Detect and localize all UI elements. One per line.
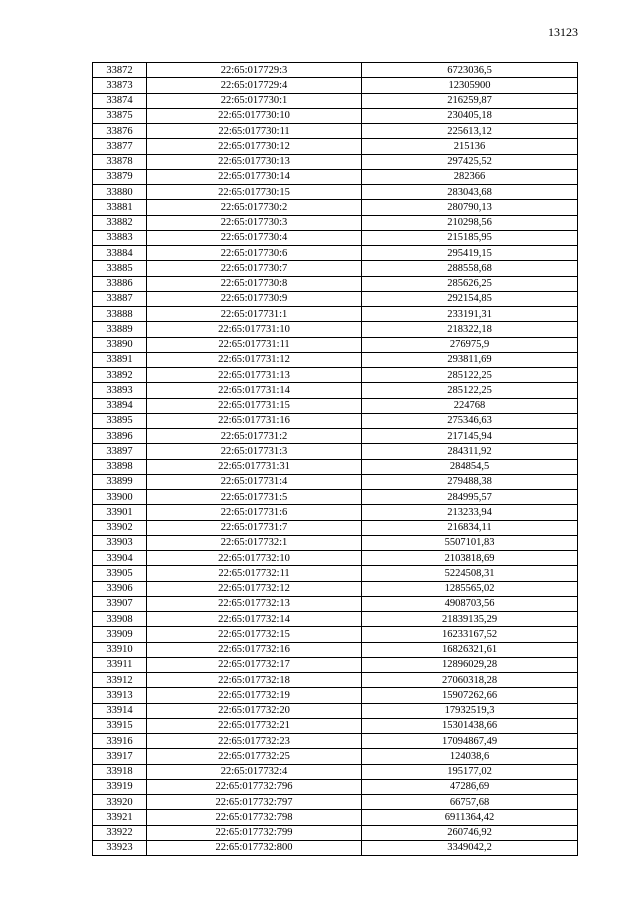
row-number-cell: 33900 xyxy=(93,490,147,505)
cadastral-value-cell: 17932519,3 xyxy=(362,703,578,718)
cadastral-number-cell: 22:65:017731:13 xyxy=(147,368,362,383)
row-number-cell: 33883 xyxy=(93,230,147,245)
table-row xyxy=(93,520,578,535)
table-row xyxy=(93,596,578,611)
row-number-cell: 33884 xyxy=(93,246,147,261)
cadastral-value-cell: 285122,25 xyxy=(362,368,578,383)
table-row xyxy=(93,78,578,93)
cadastral-value-cell: 217145,94 xyxy=(362,429,578,444)
table-row xyxy=(93,718,578,733)
cadastral-value-cell: 295419,15 xyxy=(362,246,578,261)
table-row xyxy=(93,459,578,474)
cadastral-number-cell: 22:65:017732:13 xyxy=(147,596,362,611)
cadastral-value-cell: 297425,52 xyxy=(362,154,578,169)
row-number-cell: 33901 xyxy=(93,505,147,520)
cadastral-number-cell: 22:65:017731:16 xyxy=(147,413,362,428)
cadastral-number-cell: 22:65:017732:20 xyxy=(147,703,362,718)
cadastral-number-cell: 22:65:017730:2 xyxy=(147,200,362,215)
table-row xyxy=(93,307,578,322)
row-number-cell: 33882 xyxy=(93,215,147,230)
table-row xyxy=(93,810,578,825)
cadastral-value-cell: 16233167,52 xyxy=(362,627,578,642)
cadastral-number-cell: 22:65:017729:3 xyxy=(147,63,362,78)
row-number-cell: 33879 xyxy=(93,169,147,184)
row-number-cell: 33905 xyxy=(93,566,147,581)
cadastral-number-cell: 22:65:017731:7 xyxy=(147,520,362,535)
table-row xyxy=(93,703,578,718)
row-number-cell: 33902 xyxy=(93,520,147,535)
cadastral-number-cell: 22:65:017732:11 xyxy=(147,566,362,581)
cadastral-value-cell: 284854,5 xyxy=(362,459,578,474)
cadastral-number-cell: 22:65:017731:15 xyxy=(147,398,362,413)
page-number: 13123 xyxy=(548,25,578,39)
row-number-cell: 33873 xyxy=(93,78,147,93)
row-number-cell: 33909 xyxy=(93,627,147,642)
cadastral-value-cell: 215185,95 xyxy=(362,230,578,245)
cadastral-value-cell: 17094867,49 xyxy=(362,734,578,749)
cadastral-number-cell: 22:65:017732:19 xyxy=(147,688,362,703)
table-row xyxy=(93,139,578,154)
table-row xyxy=(93,398,578,413)
cadastral-number-cell: 22:65:017730:13 xyxy=(147,154,362,169)
row-number-cell: 33893 xyxy=(93,383,147,398)
cadastral-number-cell: 22:65:017732:797 xyxy=(147,795,362,810)
table-row xyxy=(93,291,578,306)
cadastral-value-cell: 225613,12 xyxy=(362,124,578,139)
row-number-cell: 33912 xyxy=(93,673,147,688)
row-number-cell: 33890 xyxy=(93,337,147,352)
cadastral-number-cell: 22:65:017732:10 xyxy=(147,551,362,566)
cadastral-value-cell: 12305900 xyxy=(362,78,578,93)
table-row xyxy=(93,246,578,261)
cadastral-number-cell: 22:65:017730:10 xyxy=(147,108,362,123)
row-number-cell: 33904 xyxy=(93,551,147,566)
cadastral-value-cell: 233191,31 xyxy=(362,307,578,322)
cadastral-number-cell: 22:65:017730:7 xyxy=(147,261,362,276)
cadastral-value-table xyxy=(92,62,578,856)
cadastral-value-cell: 260746,92 xyxy=(362,825,578,840)
cadastral-number-cell: 22:65:017730:4 xyxy=(147,230,362,245)
table-row xyxy=(93,215,578,230)
cadastral-number-cell: 22:65:017730:15 xyxy=(147,185,362,200)
table-row xyxy=(93,627,578,642)
cadastral-value-cell: 216834,11 xyxy=(362,520,578,535)
cadastral-value-cell: 215136 xyxy=(362,139,578,154)
row-number-cell: 33888 xyxy=(93,307,147,322)
cadastral-value-cell: 2103818,69 xyxy=(362,551,578,566)
cadastral-value-cell: 15301438,66 xyxy=(362,718,578,733)
cadastral-value-cell: 15907262,66 xyxy=(362,688,578,703)
table-row xyxy=(93,383,578,398)
cadastral-number-cell: 22:65:017732:796 xyxy=(147,779,362,794)
cadastral-value-cell: 293811,69 xyxy=(362,352,578,367)
cadastral-value-cell: 21839135,29 xyxy=(362,612,578,627)
table-row xyxy=(93,657,578,672)
cadastral-number-cell: 22:65:017730:9 xyxy=(147,291,362,306)
cadastral-value-cell: 27060318,28 xyxy=(362,673,578,688)
table-row xyxy=(93,261,578,276)
table-row xyxy=(93,688,578,703)
cadastral-value-cell: 285626,25 xyxy=(362,276,578,291)
table-row xyxy=(93,169,578,184)
row-number-cell: 33920 xyxy=(93,795,147,810)
cadastral-number-cell: 22:65:017731:5 xyxy=(147,490,362,505)
row-number-cell: 33899 xyxy=(93,474,147,489)
cadastral-value-cell: 47286,69 xyxy=(362,779,578,794)
row-number-cell: 33922 xyxy=(93,825,147,840)
table-row xyxy=(93,673,578,688)
table-row xyxy=(93,322,578,337)
cadastral-number-cell: 22:65:017732:4 xyxy=(147,764,362,779)
cadastral-value-cell: 5507101,83 xyxy=(362,535,578,550)
row-number-cell: 33916 xyxy=(93,734,147,749)
row-number-cell: 33892 xyxy=(93,368,147,383)
cadastral-number-cell: 22:65:017730:12 xyxy=(147,139,362,154)
row-number-cell: 33908 xyxy=(93,612,147,627)
row-number-cell: 33921 xyxy=(93,810,147,825)
table-row xyxy=(93,337,578,352)
cadastral-number-cell: 22:65:017731:1 xyxy=(147,307,362,322)
cadastral-number-cell: 22:65:017731:12 xyxy=(147,352,362,367)
table-row xyxy=(93,63,578,78)
table-row xyxy=(93,612,578,627)
row-number-cell: 33897 xyxy=(93,444,147,459)
cadastral-value-cell: 282366 xyxy=(362,169,578,184)
table-row xyxy=(93,795,578,810)
table-row xyxy=(93,413,578,428)
cadastral-number-cell: 22:65:017732:799 xyxy=(147,825,362,840)
row-number-cell: 33891 xyxy=(93,352,147,367)
cadastral-value-cell: 284995,57 xyxy=(362,490,578,505)
row-number-cell: 33910 xyxy=(93,642,147,657)
row-number-cell: 33898 xyxy=(93,459,147,474)
cadastral-value-cell: 280790,13 xyxy=(362,200,578,215)
cadastral-value-cell: 4908703,56 xyxy=(362,596,578,611)
cadastral-number-cell: 22:65:017732:21 xyxy=(147,718,362,733)
cadastral-number-cell: 22:65:017732:14 xyxy=(147,612,362,627)
row-number-cell: 33918 xyxy=(93,764,147,779)
cadastral-number-cell: 22:65:017731:10 xyxy=(147,322,362,337)
cadastral-number-cell: 22:65:017732:23 xyxy=(147,734,362,749)
table-row xyxy=(93,535,578,550)
cadastral-value-cell: 6911364,42 xyxy=(362,810,578,825)
row-number-cell: 33885 xyxy=(93,261,147,276)
cadastral-value-cell: 279488,38 xyxy=(362,474,578,489)
cadastral-value-cell: 66757,68 xyxy=(362,795,578,810)
cadastral-value-cell: 276975,9 xyxy=(362,337,578,352)
table-row xyxy=(93,200,578,215)
row-number-cell: 33923 xyxy=(93,840,147,855)
row-number-cell: 33895 xyxy=(93,413,147,428)
cadastral-number-cell: 22:65:017732:800 xyxy=(147,840,362,855)
cadastral-number-cell: 22:65:017732:15 xyxy=(147,627,362,642)
row-number-cell: 33874 xyxy=(93,93,147,108)
cadastral-number-cell: 22:65:017732:18 xyxy=(147,673,362,688)
cadastral-number-cell: 22:65:017730:8 xyxy=(147,276,362,291)
cadastral-number-cell: 22:65:017731:14 xyxy=(147,383,362,398)
cadastral-value-cell: 5224508,31 xyxy=(362,566,578,581)
table-row xyxy=(93,566,578,581)
cadastral-value-cell: 124038,6 xyxy=(362,749,578,764)
row-number-cell: 33896 xyxy=(93,429,147,444)
table-row xyxy=(93,352,578,367)
row-number-cell: 33886 xyxy=(93,276,147,291)
cadastral-number-cell: 22:65:017731:6 xyxy=(147,505,362,520)
cadastral-number-cell: 22:65:017731:2 xyxy=(147,429,362,444)
cadastral-number-cell: 22:65:017729:4 xyxy=(147,78,362,93)
cadastral-number-cell: 22:65:017730:6 xyxy=(147,246,362,261)
table-row xyxy=(93,276,578,291)
cadastral-value-cell: 283043,68 xyxy=(362,185,578,200)
row-number-cell: 33917 xyxy=(93,749,147,764)
row-number-cell: 33876 xyxy=(93,124,147,139)
cadastral-number-cell: 22:65:017732:1 xyxy=(147,535,362,550)
table-body xyxy=(93,63,578,856)
table-row xyxy=(93,429,578,444)
cadastral-number-cell: 22:65:017732:17 xyxy=(147,657,362,672)
table-row xyxy=(93,581,578,596)
table-row xyxy=(93,764,578,779)
cadastral-value-cell: 292154,85 xyxy=(362,291,578,306)
cadastral-number-cell: 22:65:017730:14 xyxy=(147,169,362,184)
table-row xyxy=(93,444,578,459)
table-row xyxy=(93,154,578,169)
row-number-cell: 33881 xyxy=(93,200,147,215)
row-number-cell: 33913 xyxy=(93,688,147,703)
cadastral-value-cell: 1285565,02 xyxy=(362,581,578,596)
cadastral-number-cell: 22:65:017731:31 xyxy=(147,459,362,474)
cadastral-number-cell: 22:65:017732:12 xyxy=(147,581,362,596)
table-row xyxy=(93,840,578,855)
cadastral-number-cell: 22:65:017732:798 xyxy=(147,810,362,825)
table-row xyxy=(93,505,578,520)
table-row xyxy=(93,230,578,245)
row-number-cell: 33919 xyxy=(93,779,147,794)
row-number-cell: 33878 xyxy=(93,154,147,169)
table-row xyxy=(93,474,578,489)
cadastral-value-cell: 210298,56 xyxy=(362,215,578,230)
cadastral-value-cell: 12896029,28 xyxy=(362,657,578,672)
cadastral-value-cell: 230405,18 xyxy=(362,108,578,123)
cadastral-number-cell: 22:65:017731:3 xyxy=(147,444,362,459)
row-number-cell: 33872 xyxy=(93,63,147,78)
row-number-cell: 33894 xyxy=(93,398,147,413)
row-number-cell: 33880 xyxy=(93,185,147,200)
table-row xyxy=(93,93,578,108)
row-number-cell: 33889 xyxy=(93,322,147,337)
table-row xyxy=(93,551,578,566)
cadastral-number-cell: 22:65:017730:1 xyxy=(147,93,362,108)
cadastral-value-cell: 275346,63 xyxy=(362,413,578,428)
cadastral-value-cell: 288558,68 xyxy=(362,261,578,276)
table-row xyxy=(93,642,578,657)
table-row xyxy=(93,825,578,840)
row-number-cell: 33903 xyxy=(93,535,147,550)
cadastral-value-cell: 224768 xyxy=(362,398,578,413)
cadastral-value-cell: 216259,87 xyxy=(362,93,578,108)
table-row xyxy=(93,124,578,139)
row-number-cell: 33877 xyxy=(93,139,147,154)
row-number-cell: 33915 xyxy=(93,718,147,733)
cadastral-number-cell: 22:65:017732:25 xyxy=(147,749,362,764)
row-number-cell: 33887 xyxy=(93,291,147,306)
table-row xyxy=(93,490,578,505)
cadastral-number-cell: 22:65:017730:3 xyxy=(147,215,362,230)
row-number-cell: 33911 xyxy=(93,657,147,672)
table-row xyxy=(93,185,578,200)
cadastral-number-cell: 22:65:017730:11 xyxy=(147,124,362,139)
cadastral-value-cell: 285122,25 xyxy=(362,383,578,398)
table-row xyxy=(93,368,578,383)
table-row xyxy=(93,734,578,749)
row-number-cell: 33907 xyxy=(93,596,147,611)
cadastral-value-cell: 3349042,2 xyxy=(362,840,578,855)
table-row xyxy=(93,749,578,764)
cadastral-value-cell: 284311,92 xyxy=(362,444,578,459)
table-row xyxy=(93,779,578,794)
cadastral-value-cell: 218322,18 xyxy=(362,322,578,337)
cadastral-value-cell: 195177,02 xyxy=(362,764,578,779)
table-row xyxy=(93,108,578,123)
row-number-cell: 33914 xyxy=(93,703,147,718)
cadastral-number-cell: 22:65:017731:11 xyxy=(147,337,362,352)
cadastral-value-cell: 6723036,5 xyxy=(362,63,578,78)
row-number-cell: 33875 xyxy=(93,108,147,123)
cadastral-value-cell: 16826321,61 xyxy=(362,642,578,657)
row-number-cell: 33906 xyxy=(93,581,147,596)
cadastral-value-cell: 213233,94 xyxy=(362,505,578,520)
cadastral-number-cell: 22:65:017732:16 xyxy=(147,642,362,657)
cadastral-number-cell: 22:65:017731:4 xyxy=(147,474,362,489)
